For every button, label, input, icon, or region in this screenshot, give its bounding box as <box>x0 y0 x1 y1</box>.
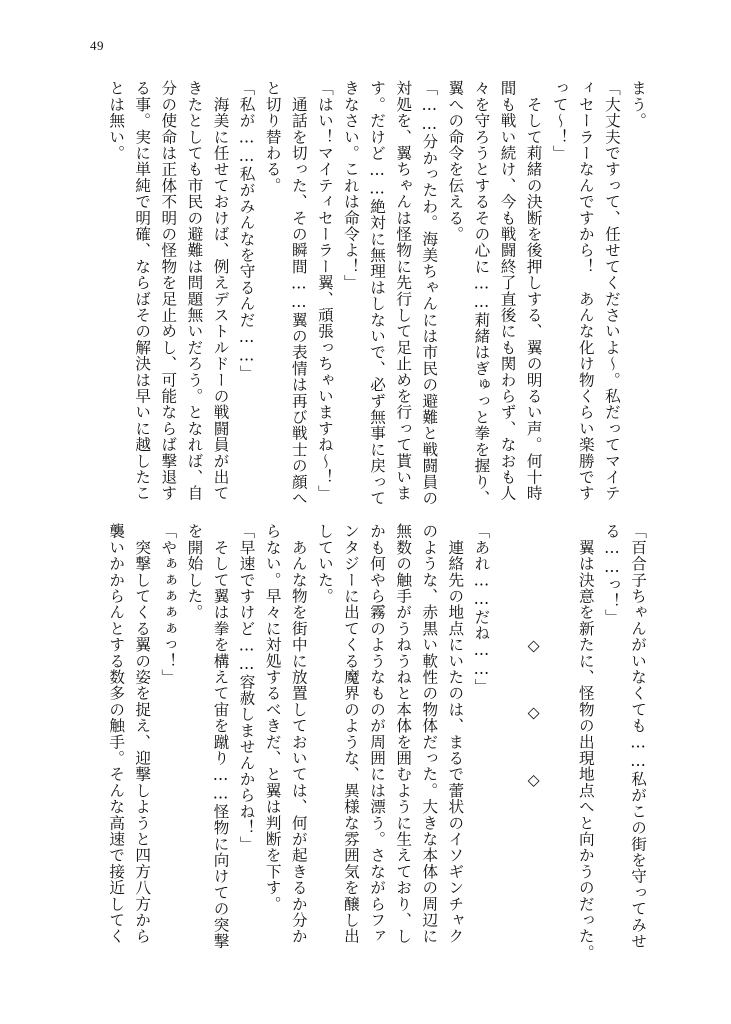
text-line: かも何やら霧のようなものが周囲には漂う。さながらファ <box>368 523 387 945</box>
text-line: 「大丈夫ですって、任せてくださいよ～。私だってマイテ <box>602 80 621 502</box>
text-line: ンタジーに出てくる魔界のような、異様な雰囲気を醸し出 <box>341 523 360 945</box>
text-block-lower <box>103 523 651 961</box>
text-line: 突撃してくる翼の姿を捉え、迎撃しようと四方八方から <box>133 523 152 945</box>
text-line: 連絡先の地点にいたのは、まるで蕾状のイソギンチャク <box>446 523 465 945</box>
text-line: とは無い。 <box>107 80 126 161</box>
text-line: 「百合子ちゃんがいなくても……私がこの街を守ってみせ <box>629 523 647 949</box>
text-line: 襲いかからんとする数多の触手。そんな高速で接近してく <box>107 523 126 945</box>
text-line: あんな物を街中に放置しておいては、何が起きるか分か <box>289 523 308 945</box>
text-line: 分の使命は正体不明の怪物を足止めし、可能ならば撃退す <box>159 80 178 502</box>
text-line: 間も戦い続け、今も戦闘終了直後にも関わらず、なおも人 <box>498 80 517 502</box>
text-line: 「私が……私がみんなを守るんだ……」 <box>237 80 256 382</box>
text-line <box>547 523 573 943</box>
text-line: 「やぁぁぁぁぁっ！」 <box>159 523 178 685</box>
text-line: まう。 <box>629 80 647 129</box>
text-line: そして翼は拳を構えて宙を蹴り……怪物に向けての突撃 <box>211 523 230 949</box>
text-line: 通話を切った、その瞬間……翼の表情は再び戦士の顔へ <box>289 80 308 506</box>
text-line: と切り替わる。 <box>263 80 282 194</box>
text-line: のような、赤黒い軟性の物体だった。大きな本体の周辺に <box>420 523 439 945</box>
text-line: 「あれ……だね……」 <box>472 523 491 695</box>
text-line: 「はい！マイティセーラー翼、頑張っちゃいますね～！」 <box>315 80 334 502</box>
text-line: 々を守ろうとするその心に……莉緒はぎゅっと拳を握り、 <box>472 80 491 506</box>
page-number: 49 <box>90 38 104 53</box>
text-line: 翼は決意を新たに、怪物の出現地点へと向かうのだった。 <box>576 523 595 961</box>
text-line: 翼への命令を伝える。 <box>446 80 465 242</box>
text-line: 「……分かったわ。海美ちゃんには市民の避難と戦闘員の <box>420 80 439 506</box>
text-line: していた。 <box>315 523 334 604</box>
text-line: す。だけど……絶対に無理はしないで、必ず無事に戻って <box>368 80 387 506</box>
text-line: きたとしても市民の避難は問題無いだろう。となれば、自 <box>185 80 204 502</box>
text-line: きなさい。これは命令よ！」 <box>341 80 360 291</box>
text-line: ◇ ◇ ◇ <box>524 523 543 790</box>
text-line: って～！」 <box>550 80 569 161</box>
text-block-upper <box>103 80 651 506</box>
text-line: 対処を、翼ちゃんは怪物に先行して足止めを行って貰いま <box>394 80 413 502</box>
text-line: 無数の触手がうねうねと本体を囲むように生えており、し <box>394 523 413 945</box>
text-line <box>494 523 520 943</box>
text-line: らない。早々に対処するべきだ、と翼は判断を下す。 <box>263 523 282 912</box>
text-line: る事。実に単純で明確、ならばその解決は早いに越したこ <box>133 80 152 502</box>
text-line: 海美に任せておけば、例えデストルドーの戦闘員が出て <box>211 80 230 502</box>
text-line: を開始した。 <box>185 523 204 621</box>
text-line: る……っ！」 <box>602 523 621 625</box>
text-line: ィセーラーなんですから！ あんな化け物くらい楽勝です <box>576 80 595 502</box>
text-line: そして莉緒の決断を後押しする、翼の明るい声。何十時 <box>524 80 543 502</box>
text-line: 「早速ですけど……容赦しませんからね！」 <box>237 523 256 852</box>
